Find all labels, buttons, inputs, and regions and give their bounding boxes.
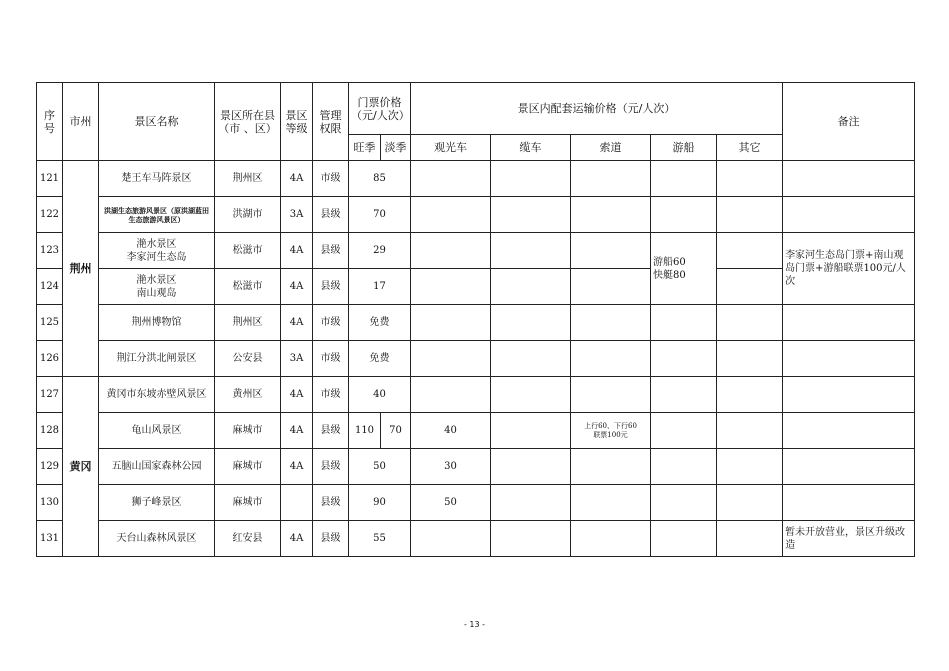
authority: 市级 bbox=[313, 161, 349, 197]
county: 麻城市 bbox=[215, 485, 281, 521]
ropeway-price bbox=[571, 341, 651, 377]
notes: 李家河生态岛门票+南山观岛门票+游船联票100元/人次 bbox=[783, 233, 915, 305]
cruise-price: 游船60 快艇80 bbox=[651, 233, 717, 305]
cruise-price bbox=[651, 521, 717, 557]
table-row bbox=[37, 449, 915, 485]
cruise-price bbox=[651, 341, 717, 377]
county: 麻城市 bbox=[215, 413, 281, 449]
scenic-name: 滟水景区 李家河生态岛 bbox=[99, 233, 215, 269]
other-price bbox=[717, 341, 783, 377]
header-index: 序号 bbox=[37, 83, 63, 161]
header-authority: 管理权限 bbox=[313, 83, 349, 161]
ropeway-price bbox=[571, 197, 651, 233]
county: 松滋市 bbox=[215, 233, 281, 269]
scenic-name: 天台山森林风景区 bbox=[99, 521, 215, 557]
row-index: 130 bbox=[37, 485, 63, 521]
cable-car-price bbox=[491, 233, 571, 269]
header-cable-car: 缆车 bbox=[491, 135, 571, 161]
header-notes: 备注 bbox=[783, 83, 915, 161]
peak-price: 110 bbox=[349, 413, 381, 449]
authority: 市级 bbox=[313, 377, 349, 413]
cruise-price bbox=[651, 413, 717, 449]
other-price bbox=[717, 377, 783, 413]
level: 4A bbox=[281, 377, 313, 413]
sightseeing-car-price bbox=[411, 305, 491, 341]
ticket-price: 免费 bbox=[349, 305, 411, 341]
ticket-price: 免费 bbox=[349, 341, 411, 377]
table-row bbox=[37, 341, 915, 377]
ticket-price: 55 bbox=[349, 521, 411, 557]
notes bbox=[783, 449, 915, 485]
ropeway-price bbox=[571, 377, 651, 413]
price-table-container bbox=[36, 82, 915, 557]
row-index: 123 bbox=[37, 233, 63, 269]
scenic-name: 楚王车马阵景区 bbox=[99, 161, 215, 197]
other-price bbox=[717, 269, 783, 305]
sightseeing-car-price: 50 bbox=[411, 485, 491, 521]
county: 公安县 bbox=[215, 341, 281, 377]
level: 4A bbox=[281, 161, 313, 197]
header-sightseeing-car: 观光车 bbox=[411, 135, 491, 161]
table-row bbox=[37, 161, 915, 197]
cable-car-price bbox=[491, 377, 571, 413]
scenic-name: 龟山风景区 bbox=[99, 413, 215, 449]
row-index: 129 bbox=[37, 449, 63, 485]
ticket-price: 50 bbox=[349, 449, 411, 485]
header-peak: 旺季 bbox=[349, 135, 381, 161]
table-row bbox=[37, 485, 915, 521]
sightseeing-car-price bbox=[411, 197, 491, 233]
other-price bbox=[717, 305, 783, 341]
ticket-price: 85 bbox=[349, 161, 411, 197]
level: 4A bbox=[281, 269, 313, 305]
cable-car-price bbox=[491, 413, 571, 449]
header-name: 景区名称 bbox=[99, 83, 215, 161]
cruise-price bbox=[651, 305, 717, 341]
row-index: 126 bbox=[37, 341, 63, 377]
table-row bbox=[37, 197, 915, 233]
authority: 市级 bbox=[313, 305, 349, 341]
ticket-price: 70 bbox=[349, 197, 411, 233]
scenic-name: 狮子峰景区 bbox=[99, 485, 215, 521]
city-cell: 黄冈 bbox=[63, 377, 99, 557]
sightseeing-car-price: 30 bbox=[411, 449, 491, 485]
sightseeing-car-price bbox=[411, 377, 491, 413]
notes bbox=[783, 341, 915, 377]
cruise-price bbox=[651, 377, 717, 413]
cruise-price bbox=[651, 197, 717, 233]
table-row bbox=[37, 377, 915, 413]
level: 4A bbox=[281, 521, 313, 557]
notes: 暂未开放营业，景区升级改造 bbox=[783, 521, 915, 557]
cable-car-price bbox=[491, 197, 571, 233]
authority: 县级 bbox=[313, 197, 349, 233]
sightseeing-car-price bbox=[411, 161, 491, 197]
header-off-peak: 淡季 bbox=[381, 135, 411, 161]
row-index: 131 bbox=[37, 521, 63, 557]
level bbox=[281, 485, 313, 521]
authority: 县级 bbox=[313, 449, 349, 485]
cable-car-price bbox=[491, 305, 571, 341]
ropeway-price bbox=[571, 521, 651, 557]
cable-car-price bbox=[491, 521, 571, 557]
row-index: 122 bbox=[37, 197, 63, 233]
row-index: 124 bbox=[37, 269, 63, 305]
table-row bbox=[37, 521, 915, 557]
page-number: - 13 - bbox=[463, 620, 486, 629]
sightseeing-car-price bbox=[411, 233, 491, 269]
other-price bbox=[717, 197, 783, 233]
row-index: 128 bbox=[37, 413, 63, 449]
county: 麻城市 bbox=[215, 449, 281, 485]
county: 红安县 bbox=[215, 521, 281, 557]
scenic-price-table bbox=[36, 82, 915, 557]
ropeway-price bbox=[571, 449, 651, 485]
notes bbox=[783, 197, 915, 233]
county: 荆州区 bbox=[215, 305, 281, 341]
cable-car-price bbox=[491, 485, 571, 521]
other-price bbox=[717, 485, 783, 521]
other-price bbox=[717, 413, 783, 449]
county: 洪湖市 bbox=[215, 197, 281, 233]
notes bbox=[783, 485, 915, 521]
scenic-name: 洪湖生态旅游风景区（原洪湖蓝田生态旅游风景区） bbox=[99, 197, 215, 233]
cruise-price bbox=[651, 485, 717, 521]
sightseeing-car-price bbox=[411, 521, 491, 557]
header-other: 其它 bbox=[717, 135, 783, 161]
cable-car-price bbox=[491, 449, 571, 485]
city-cell: 荆州 bbox=[63, 161, 99, 377]
county: 荆州区 bbox=[215, 161, 281, 197]
authority: 县级 bbox=[313, 233, 349, 269]
other-price bbox=[717, 161, 783, 197]
header-ticket-price: 门票价格（元/人次） bbox=[349, 83, 411, 135]
ropeway-price bbox=[571, 269, 651, 305]
ticket-price: 90 bbox=[349, 485, 411, 521]
ropeway-price: 上行60、下行60 联票100元 bbox=[571, 413, 651, 449]
notes bbox=[783, 161, 915, 197]
cruise-price bbox=[651, 449, 717, 485]
row-index: 125 bbox=[37, 305, 63, 341]
ticket-price: 17 bbox=[349, 269, 411, 305]
level: 4A bbox=[281, 449, 313, 485]
ticket-price: 40 bbox=[349, 377, 411, 413]
authority: 县级 bbox=[313, 521, 349, 557]
other-price bbox=[717, 233, 783, 269]
county: 黄州区 bbox=[215, 377, 281, 413]
row-index: 127 bbox=[37, 377, 63, 413]
cable-car-price bbox=[491, 269, 571, 305]
authority: 县级 bbox=[313, 269, 349, 305]
ropeway-price bbox=[571, 233, 651, 269]
level: 4A bbox=[281, 413, 313, 449]
table-row bbox=[37, 305, 915, 341]
authority: 市级 bbox=[313, 341, 349, 377]
scenic-name: 滟水景区 南山观岛 bbox=[99, 269, 215, 305]
authority: 县级 bbox=[313, 413, 349, 449]
ropeway-price bbox=[571, 305, 651, 341]
header-cruise: 游船 bbox=[651, 135, 717, 161]
sightseeing-car-price bbox=[411, 269, 491, 305]
scenic-name: 荆江分洪北闸景区 bbox=[99, 341, 215, 377]
level: 3A bbox=[281, 197, 313, 233]
table-row bbox=[37, 413, 915, 449]
notes bbox=[783, 413, 915, 449]
level: 4A bbox=[281, 233, 313, 269]
cable-car-price bbox=[491, 161, 571, 197]
header-ropeway: 索道 bbox=[571, 135, 651, 161]
cable-car-price bbox=[491, 341, 571, 377]
notes bbox=[783, 305, 915, 341]
header-level: 景区等级 bbox=[281, 83, 313, 161]
notes bbox=[783, 377, 915, 413]
ropeway-price bbox=[571, 161, 651, 197]
level: 4A bbox=[281, 305, 313, 341]
table-row bbox=[37, 233, 915, 269]
header-transport-price: 景区内配套运输价格（元/人次） bbox=[411, 83, 783, 135]
header-county: 景区所在县（市 、区） bbox=[215, 83, 281, 161]
other-price bbox=[717, 449, 783, 485]
ticket-price: 29 bbox=[349, 233, 411, 269]
other-price bbox=[717, 521, 783, 557]
level: 3A bbox=[281, 341, 313, 377]
scenic-name: 黄冈市东坡赤壁风景区 bbox=[99, 377, 215, 413]
off-peak-price: 70 bbox=[381, 413, 411, 449]
sightseeing-car-price: 40 bbox=[411, 413, 491, 449]
scenic-name: 五脑山国家森林公园 bbox=[99, 449, 215, 485]
scenic-name: 荆州博物馆 bbox=[99, 305, 215, 341]
county: 松滋市 bbox=[215, 269, 281, 305]
row-index: 121 bbox=[37, 161, 63, 197]
cruise-price bbox=[651, 161, 717, 197]
sightseeing-car-price bbox=[411, 341, 491, 377]
authority: 县级 bbox=[313, 485, 349, 521]
ropeway-price bbox=[571, 485, 651, 521]
header-city: 市州 bbox=[63, 83, 99, 161]
